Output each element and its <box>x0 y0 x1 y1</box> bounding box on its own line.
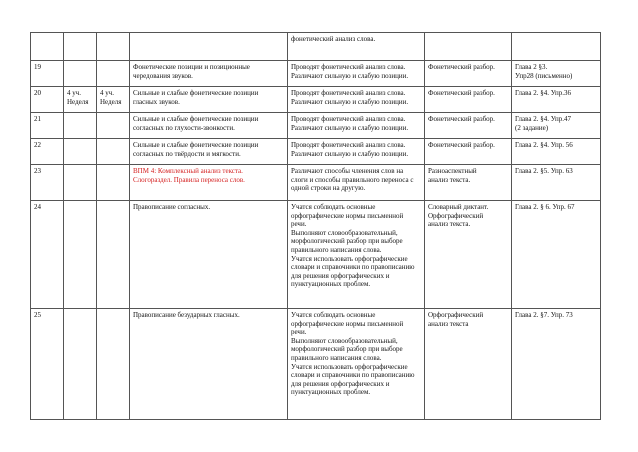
cell-activity-line: Различают способы членения слов на <box>291 167 404 175</box>
cell-topic-line: Фонетические позиции и позиционные <box>133 63 250 71</box>
cell-topic <box>130 139 288 165</box>
cell-topic-line: гласных звуков. <box>133 97 180 106</box>
cell-activity-line: Проводят фонетический анализ слова. <box>291 63 406 71</box>
cell-hours-line: 4 уч. <box>67 89 82 97</box>
cell-activity-line: Проводят фонетический анализ слова. <box>291 115 406 123</box>
cell-topic-line: ВПМ 4: Комплексный анализ текста. <box>133 167 243 175</box>
cell-week <box>97 113 130 139</box>
cell-activity <box>288 139 425 165</box>
cell-control <box>425 33 512 61</box>
cell-activity-line: Учатся соблюдать основные <box>291 311 376 319</box>
cell-activity-line: Выполняют словообразовательный, <box>291 336 398 345</box>
cell-activity-line: Выполняют словообразовательный, <box>291 228 398 237</box>
cell-control-line: Разноаспектный <box>428 167 477 175</box>
cell-control-line: анализ текста <box>428 319 469 328</box>
cell-activity-line: Различают сильную и слабую позиции. <box>291 149 409 158</box>
cell-control <box>425 61 512 87</box>
cell-num-line: 25 <box>34 311 41 319</box>
cell-homework-line: Глава 2. §4. Упр.36 <box>515 89 572 97</box>
cell-num <box>31 201 64 309</box>
cell-activity-line: Различают сильную и слабую позиции. <box>291 97 409 106</box>
cell-hours <box>64 113 97 139</box>
cell-control-line: Орфографический <box>428 211 484 220</box>
cell-homework <box>512 61 601 87</box>
cell-topic-line: Правописание безударных гласных. <box>133 311 240 319</box>
cell-homework-line: Упр28 (письменно) <box>515 71 573 80</box>
table-row <box>31 87 601 113</box>
cell-homework-line: Глава 2. §5. Упр. 63 <box>515 167 573 175</box>
cell-control-line: анализ текста. <box>428 175 471 184</box>
cell-activity-line: слоги и способы правильного переноса с <box>291 175 414 184</box>
cell-hours <box>64 165 97 201</box>
cell-control <box>425 201 512 309</box>
cell-hours <box>64 309 97 420</box>
cell-activity-line: Различают сильную и слабую позиции. <box>291 123 409 132</box>
cell-activity-line: морфологический разбор при выборе <box>291 345 403 354</box>
cell-activity-line: правильного написания слова. <box>291 245 382 254</box>
cell-num-line: 21 <box>34 115 41 123</box>
cell-homework <box>512 87 601 113</box>
cell-activity-line: Проводят фонетический анализ слова. <box>291 89 406 97</box>
cell-activity-line: Учатся использовать орфографические <box>291 362 408 371</box>
cell-num <box>31 139 64 165</box>
cell-activity-line: пунктуационных проблем. <box>291 388 371 397</box>
cell-activity-line: морфологический разбор при выборе <box>291 237 403 246</box>
cell-activity <box>288 87 425 113</box>
table-row <box>31 113 601 139</box>
table-row <box>31 61 601 87</box>
cell-homework-line: Глава 2. § 6. Упр. 67 <box>515 203 575 211</box>
cell-activity-line: Учатся соблюдать основные <box>291 203 376 211</box>
cell-num <box>31 165 64 201</box>
cell-week <box>97 61 130 87</box>
cell-num-line: 20 <box>34 89 41 97</box>
cell-topic <box>130 113 288 139</box>
cell-topic <box>130 87 288 113</box>
cell-control-line: Фонетический разбор. <box>428 141 495 149</box>
table-row <box>31 165 601 201</box>
cell-control-line: анализ текста. <box>428 220 471 229</box>
top-fragment-text: фонетический анализ слова. <box>291 35 376 43</box>
cell-topic-line: Правописание согласных. <box>133 203 211 211</box>
cell-num <box>31 309 64 420</box>
cell-homework <box>512 139 601 165</box>
cell-num-line: 19 <box>34 63 41 71</box>
cell-topic-line: Слогораздел. Правила переноса слов. <box>133 175 245 184</box>
cell-num <box>31 113 64 139</box>
cell-control-line: Фонетический разбор. <box>428 115 495 123</box>
cell-activity-line: одной строки на другую. <box>291 184 366 193</box>
cell-hours <box>64 87 97 113</box>
cell-control-line: Орфографический <box>428 311 484 319</box>
cell-topic <box>130 309 288 420</box>
cell-activity-line: речи. <box>291 328 307 337</box>
table-row <box>31 201 601 309</box>
cell-control <box>425 87 512 113</box>
lesson-plan-table <box>30 32 601 420</box>
cell-activity-line: орфографические нормы письменной <box>291 319 404 328</box>
cell-num <box>31 87 64 113</box>
cell-activity-line: пунктуационных проблем. <box>291 280 371 289</box>
cell-week <box>97 87 130 113</box>
cell-num-line: 24 <box>34 203 41 211</box>
cell-week <box>97 309 130 420</box>
cell-hours-line: Неделя <box>67 97 89 106</box>
cell-topic-line: Сильные и слабые фонетические позиции <box>133 115 259 123</box>
cell-topic-line: согласных по твёрдости и мягкости. <box>133 149 241 158</box>
cell-control-line: Фонетический разбор. <box>428 63 495 71</box>
cell-homework-line: Глава 2. §4. Упр. 56 <box>515 141 573 149</box>
cell-activity <box>288 201 425 309</box>
cell-homework <box>512 309 601 420</box>
cell-activity-line: Проводят фонетический анализ слова. <box>291 141 406 149</box>
cell-homework <box>512 33 601 61</box>
cell-hours <box>64 33 97 61</box>
cell-topic <box>130 33 288 61</box>
cell-control-line: Фонетический разбор. <box>428 89 495 97</box>
cell-num <box>31 61 64 87</box>
cell-activity-line: для решения орфографических и <box>291 379 390 388</box>
cell-week-line: Неделя <box>100 97 122 106</box>
cell-num-line: 23 <box>34 167 41 175</box>
table-row <box>31 139 601 165</box>
cell-activity <box>288 33 425 61</box>
cell-topic <box>130 61 288 87</box>
cell-topic <box>130 201 288 309</box>
cell-week <box>97 33 130 61</box>
cell-activity <box>288 61 425 87</box>
cell-homework-line: Глава 2 §3. <box>515 63 548 71</box>
cell-activity-line: словари и справочники по правописанию <box>291 371 415 380</box>
cell-homework-line: Глава 2. §7. Упр. 73 <box>515 311 573 319</box>
cell-activity-line: правильного написания слова. <box>291 353 382 362</box>
cell-control <box>425 309 512 420</box>
cell-week <box>97 201 130 309</box>
cell-activity-line: для решения орфографических и <box>291 271 390 280</box>
cell-week <box>97 165 130 201</box>
table-row <box>31 309 601 420</box>
cell-topic-line: Сильные и слабые фонетические позиции <box>133 89 259 97</box>
cell-num-line: 22 <box>34 141 41 149</box>
cell-hours <box>64 201 97 309</box>
cell-homework <box>512 113 601 139</box>
cell-homework-line: Глава 2. §4. Упр.47 <box>515 115 572 123</box>
cell-activity-line: Учатся использовать орфографические <box>291 254 408 263</box>
cell-week-line: 4 уч. <box>100 89 115 97</box>
cell-homework <box>512 201 601 309</box>
cell-homework <box>512 165 601 201</box>
cell-homework-line: (2 задание) <box>515 123 549 132</box>
cell-hours <box>64 61 97 87</box>
cell-activity <box>288 165 425 201</box>
cell-num <box>31 33 64 61</box>
cell-topic <box>130 165 288 201</box>
cell-activity-line: орфографические нормы письменной <box>291 211 404 220</box>
cell-control <box>425 113 512 139</box>
cell-topic-line: Сильные и слабые фонетические позиции <box>133 141 259 149</box>
cell-activity <box>288 113 425 139</box>
cell-control <box>425 139 512 165</box>
cell-week <box>97 139 130 165</box>
cell-control-line: Словарный диктант. <box>428 203 489 211</box>
cell-topic-line: согласных по глухости-звонкости. <box>133 123 235 132</box>
cell-activity-line: словари и справочники по правописанию <box>291 263 415 272</box>
cell-topic-line: чередования звуков. <box>133 71 193 80</box>
cell-activity <box>288 309 425 420</box>
cell-control <box>425 165 512 201</box>
table-row-top-fragment <box>31 33 601 61</box>
cell-hours <box>64 139 97 165</box>
cell-activity-line: речи. <box>291 220 307 229</box>
cell-activity-line: Различают сильную и слабую позиции. <box>291 71 409 80</box>
